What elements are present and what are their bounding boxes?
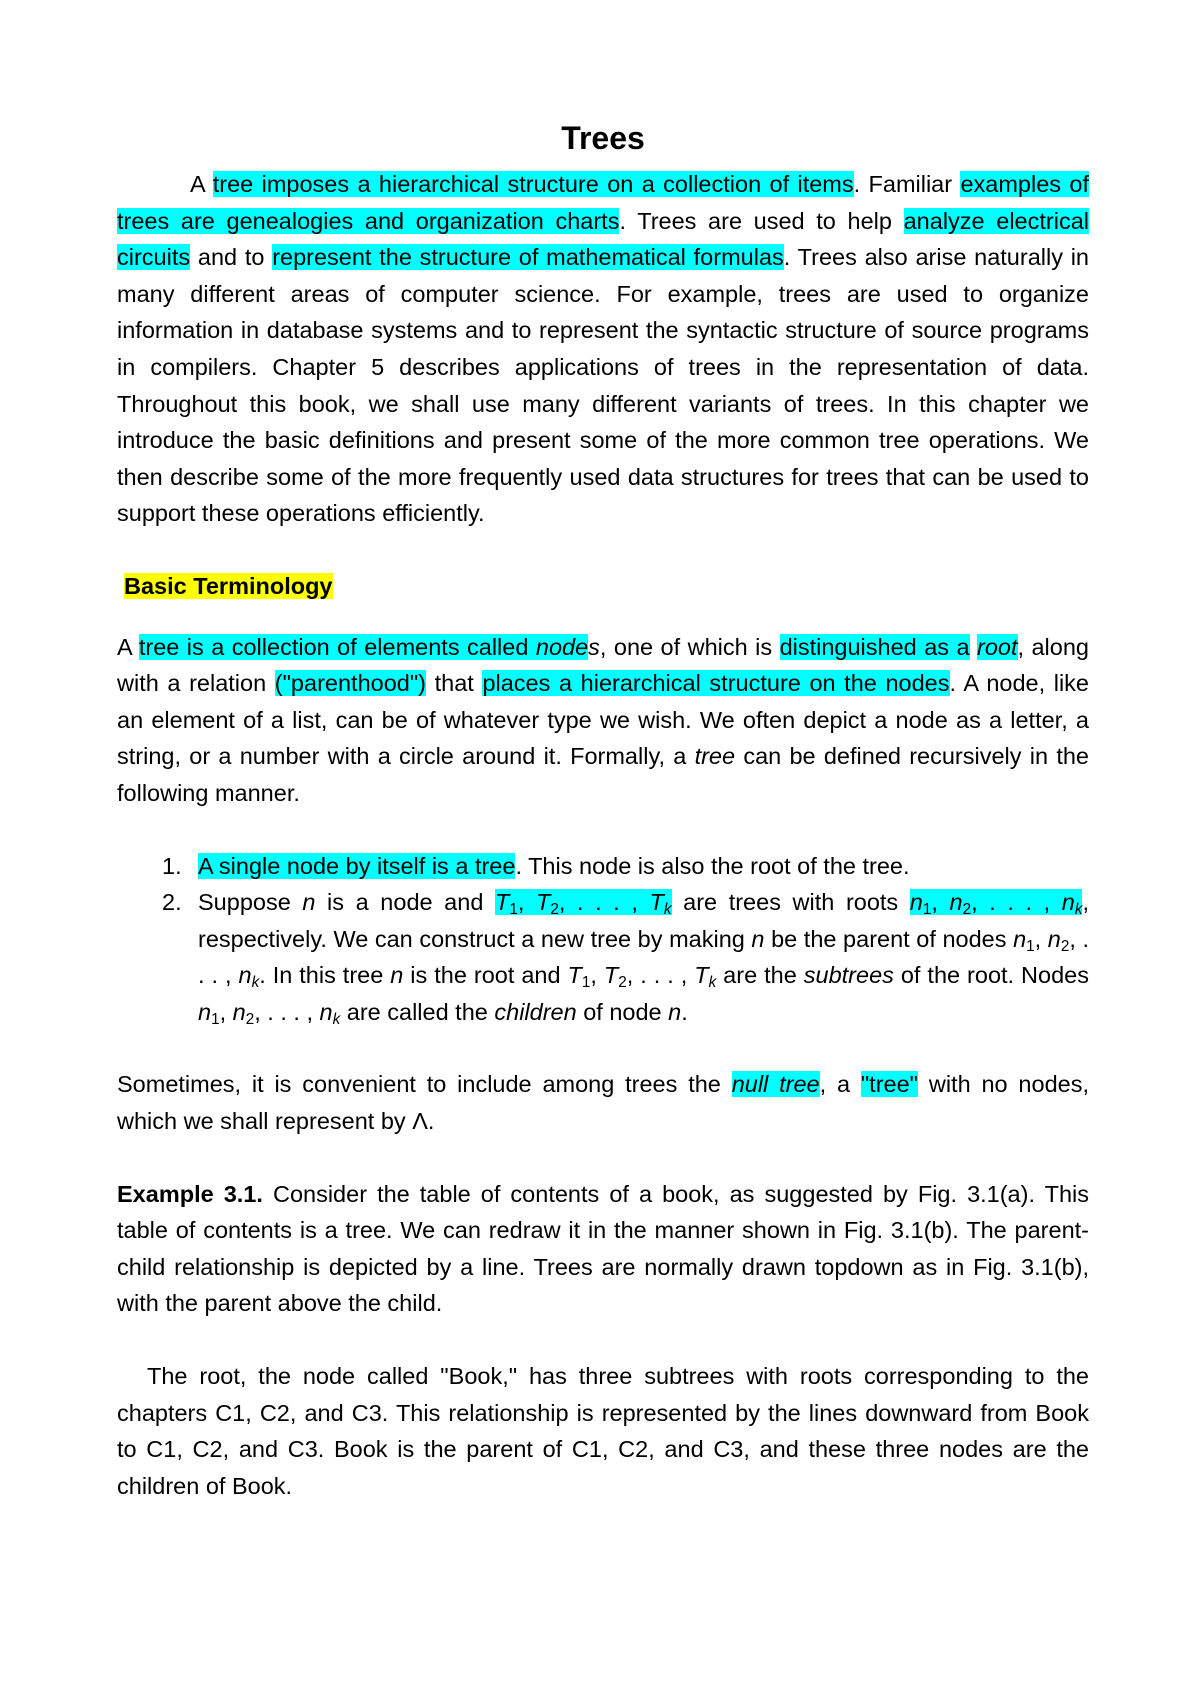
highlight: analyze electrical circuits	[117, 207, 1089, 271]
page-title: Trees	[561, 120, 645, 156]
example-paragraph: Example 3.1. Consider the table of contents of a book, as suggested by Fig. 3.1(a). This table of contents is a tree. We can redraw it in the manner shown in Fig. 3.1(b). The parent-child relationship is depicted by a line. Trees are normally drawn topdown as in Fig. 3.1(b), with the parent above the child.	[117, 1180, 1090, 1317]
definition-paragraph: A tree is a collection of elements called nodes, one of which is distinguished as a root, along with a relation ("parenthood") that places a hierarchical structure on the nodes. A node, like an element of a list, can be of whatever type we wish. We often depict a node as a letter, a string, or a number with a circle around it. Formally, a tree can be defined recursively in the following manner.	[117, 633, 1089, 806]
section-heading	[117, 568, 1089, 605]
list-item: 2. Suppose n is a node and $T_1$, $T_2$, . . . , $T_k$ are trees with roots $n_1$, $n_2$, . . . , $n_k$, respectively. We can construct a new tree by making n be the parent of nodes $n_1$, $n_2$, . . . , $n_k$. In this tree n is the root and $T_1$, $T_2$, . . . , $T_k$ are the subtrees of the root. Nodes $n_1$, $n_2$, . . . , $n_k$ are called the children of node n.	[162, 889, 1090, 1028]
intro-paragraph: A tree imposes a hierarchical structure on a collection of items. Familiar examples of trees are genealogies and organization charts. Trees are used to help analyze electrical circuits and to represent the structure of mathematical formulas. Trees also arise naturally in many different areas of computer science. For example, trees are used to organize information in database systems and to represent the syntactic structure of source programs in compilers. Chapter 5 describes applications of trees in the representation of data. Throughout this book, we shall use many different variants of trees. In this chapter we introduce the basic definitions and present some of the more common tree operations. We then describe some of the more frequently used data structures for trees that can be used to support these operations efficiently.	[117, 171, 1090, 527]
null-tree-paragraph: Sometimes, it is convenient to include among trees the null tree, a "tree" with no nodes, which we shall represent by Λ.	[117, 1071, 1089, 1135]
highlight: tree is a collection of elements called node	[138, 633, 589, 660]
list-item: 1. A single node by itself is a tree. This node is also the root of the tree.	[162, 852, 910, 879]
definition-list	[117, 848, 1089, 1031]
highlight: distinguished as a	[779, 633, 970, 660]
highlight: "tree"	[860, 1071, 919, 1098]
highlight: null tree	[731, 1071, 820, 1098]
example-label: Example 3.1.	[117, 1180, 263, 1207]
highlight: represent the structure of mathematical formulas	[272, 244, 784, 271]
heading-highlight: Basic Terminology	[124, 572, 333, 599]
highlight: examples of trees are genealogies and organization charts	[117, 171, 1089, 234]
highlight: root	[977, 633, 1018, 660]
document-content	[117, 118, 1089, 1504]
highlight: $T_1$, $T_2$, . . . , $T_k$	[495, 889, 672, 918]
highlight: ("parenthood")	[274, 670, 427, 697]
highlight: $n_1$, $n_2$, . . . , $n_k$	[909, 889, 1083, 918]
highlight: places a hierarchical structure on the nodes	[482, 670, 950, 697]
highlight: A single node by itself is a tree	[198, 852, 516, 879]
highlight: tree imposes a hierarchical structure on a collection of items	[212, 171, 854, 197]
book-paragraph: The root, the node called "Book," has three subtrees with roots corresponding to the chapters C1, C2, and C3. This relationship is represented by the lines downward from Book to C1, C2, and C3. Book is the parent of C1, C2, and C3, and these three nodes are the children of Book.	[117, 1363, 1089, 1499]
